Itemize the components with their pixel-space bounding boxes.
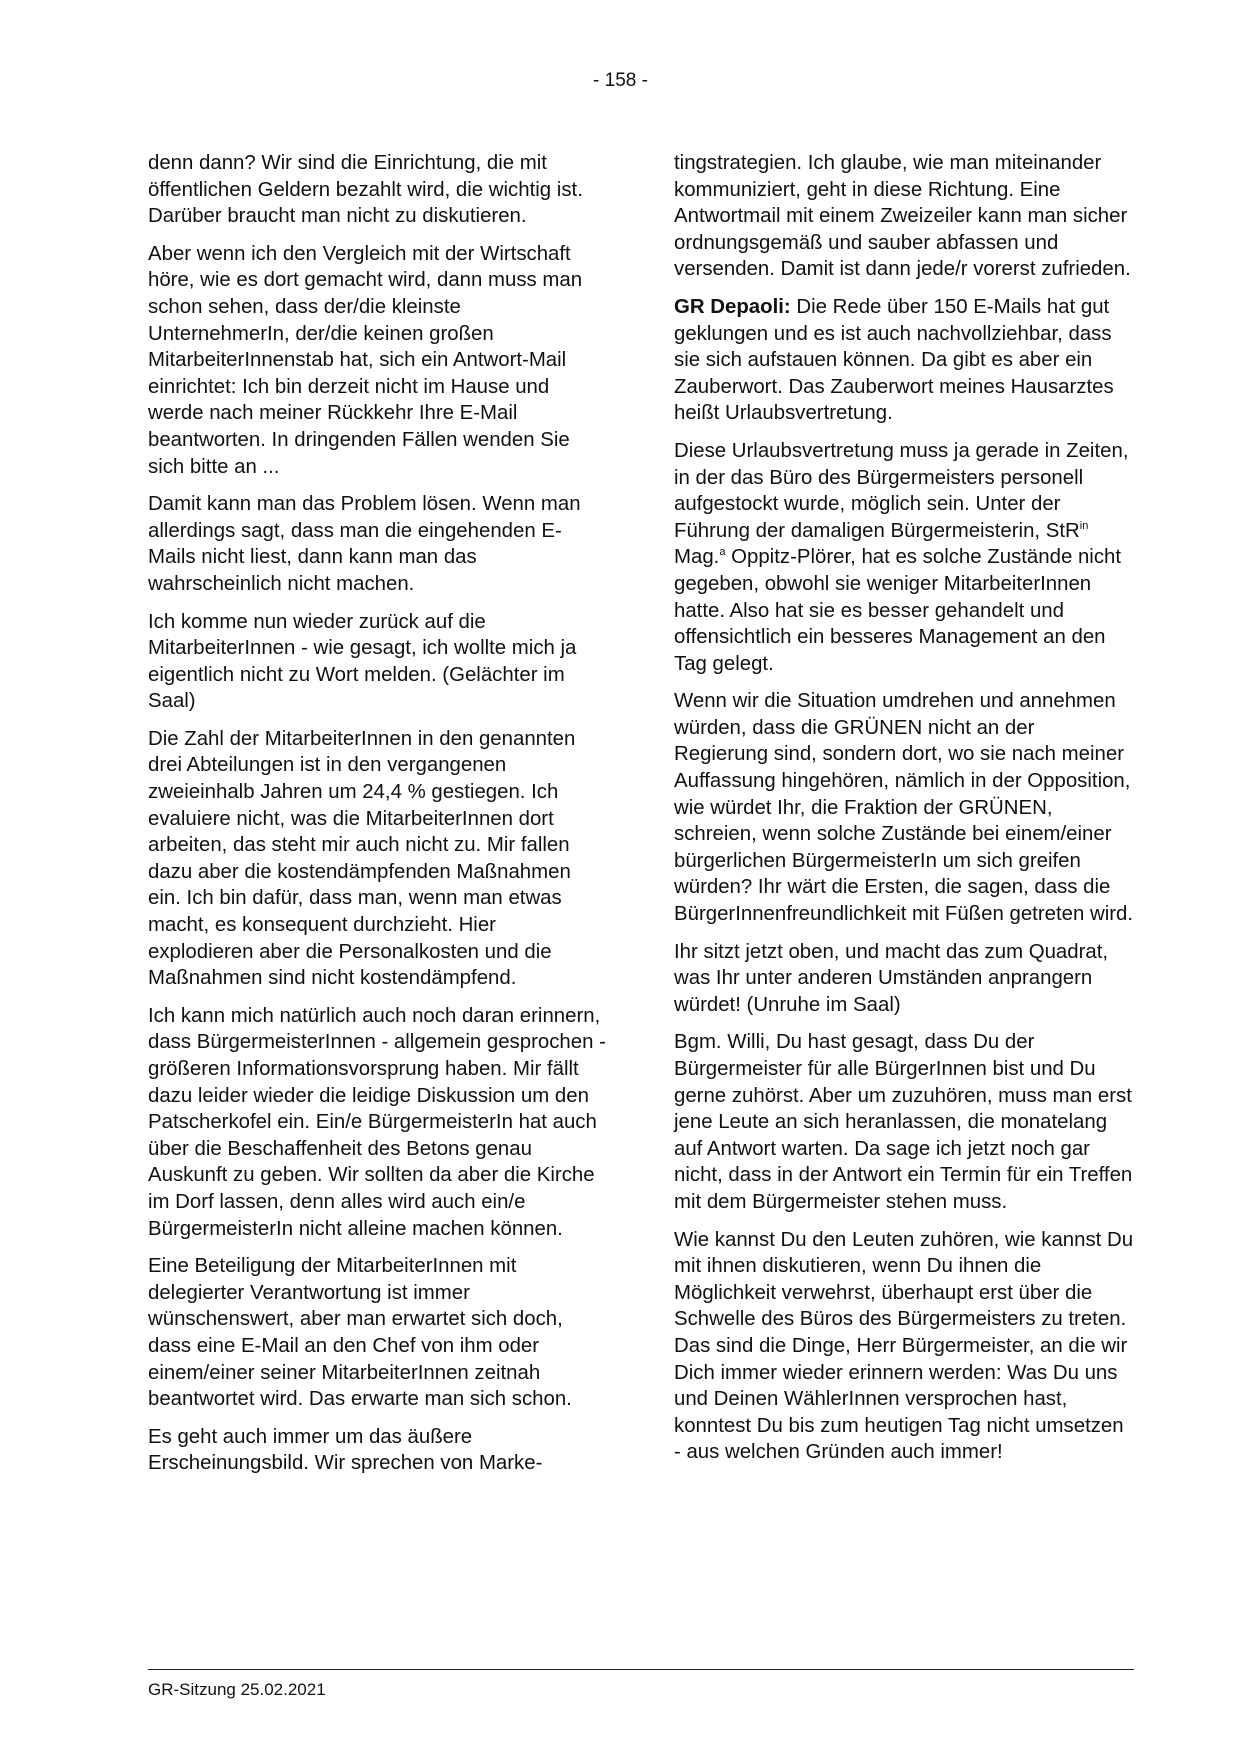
paragraph: Bgm. Willi, Du hast gesagt, dass Du der Bürgermeister für alle BürgerInnen bist und Du gerne zuhörst. Aber um zuzuhören, muss man erst jene Leute an sich heranlassen, die monatelang auf Antwort warten. Da sage ich jetzt noch gar nicht, dass in der Antwort ein Termin für ein Treffen mit dem Bürgermeister stehen muss. bbox=[674, 1031, 1133, 1213]
text-run: Mag. bbox=[674, 546, 720, 569]
paragraph: Die Zahl der MitarbeiterInnen in den genannten drei Abteilungen ist in den vergangenen zweieinhalb Jahren um 24,4 % gestiegen. Ich evaluiere nicht, was die MitarbeiterInnen dort arbeiten, das steht mir auch nicht zu. Mir fallen dazu aber die kostendämpfenden Maßnahmen ein. Ich bin dafür, dass man, wenn man etwas macht, es konsequent durchzieht. Hier explodieren aber die Personalkosten und die Maßnahmen sind nicht kostendämpfend. bbox=[148, 727, 576, 990]
text-run: Diese Urlaubsvertretung muss ja gerade in Zeiten, in der das Büro des Bürgermeisters personell aufgestockt wurde, möglich sein. Unter der Führung der damaligen Bürgermeisterin, StR bbox=[674, 439, 1129, 542]
text-run: Oppitz-Plörer, hat es solche Zustände nicht gegeben, obwohl sie weniger MitarbeiterInnen hatte. Also hat sie es besser gehandelt und offensichtlich ein besseres Management an den Tag gelegt. bbox=[674, 546, 1122, 675]
paragraph: denn dann? Wir sind die Einrichtung, die mit öffentlichen Geldern bezahlt wird, die wichtig ist. Darüber braucht man nicht zu diskutieren. bbox=[148, 152, 583, 228]
paragraph: Aber wenn ich den Vergleich mit der Wirtschaft höre, wie es dort gemacht wird, dann muss man schon sehen, dass der/die kleinste UnternehmerIn, der/die keinen großen MitarbeiterInnenstab hat, sich ein Antwort-Mail einrichtet: Ich bin derzeit nicht im Hause und werde nach meiner Rückkehr Ihre E-Mail beantworten. In dringenden Fällen wenden Sie sich bitte an ... bbox=[148, 242, 583, 478]
right-column bbox=[674, 150, 1134, 1477]
speaker-paragraph bbox=[674, 294, 1134, 427]
paragraph: Wenn wir die Situation umdrehen und annehmen würden, dass die GRÜNEN nicht an der Regierung sind, sondern dort, wo sie nach meiner Auffassung hingehören, nämlich in der Opposition, wie würdet Ihr, die Fraktion der GRÜNEN, schreien, wenn solche Zustände bei einem/einer bürgerlichen BürgermeisterIn um sich greifen würden? Ihr wärt die Ersten, die sagen, dass die BürgerInnenfreundlichkeit mit Füßen getreten wird. bbox=[674, 690, 1134, 926]
paragraph: Es geht auch immer um das äußere Erscheinungsbild. Wir sprechen von Marke- bbox=[148, 1425, 543, 1475]
paragraph: Damit kann man das Problem lösen. Wenn man allerdings sagt, dass man die eingehenden E-Mails nicht liest, dann kann man das wahrscheinlich nicht machen. bbox=[148, 493, 581, 595]
left-column bbox=[148, 150, 606, 1488]
superscript: in bbox=[1079, 519, 1089, 532]
superscript: a bbox=[719, 546, 726, 559]
paragraph: tingstrategien. Ich glaube, wie man miteinander kommuniziert, geht in diese Richtung. Eine Antwortmail mit einem Zweizeiler kann man sicher ordnungsgemäß und sauber abfassen und versenden. Damit ist dann jede/r vorerst zufrieden. bbox=[674, 152, 1131, 281]
footer-text: GR-Sitzung 25.02.2021 bbox=[148, 1680, 326, 1699]
paragraph: Ich kann mich natürlich auch noch daran erinnern, dass BürgermeisterInnen - allgemein gesprochen - größeren Informationsvorsprung haben. Mir fällt dazu leider wieder die leidige Diskussion um den Patscherkofel ein. Ein/e BürgermeisterIn hat auch über die Beschaffenheit des Betons genau Auskunft zu geben. Wir sollten da aber die Kirche im Dorf lassen, denn alles wird auch ein/e BürgermeisterIn nicht alleine machen können. bbox=[148, 1004, 606, 1240]
paragraph: Ich komme nun wieder zurück auf die MitarbeiterInnen - wie gesagt, ich wollte mich ja eigentlich nicht zu Wort melden. (Gelächter im Saal) bbox=[148, 610, 577, 713]
paragraph: Eine Beteiligung der MitarbeiterInnen mit delegierter Verantwortung ist immer wünschenswert, aber man erwartet sich doch, dass eine E-Mail an den Chef von ihm oder einem/einer seiner MitarbeiterInnen zeitnah beantwortet wird. Das erwarte man sich schon. bbox=[148, 1255, 572, 1411]
speaker-name: GR Depaoli: bbox=[674, 295, 791, 318]
speech-text: Die Rede über 150 E-Mails hat gut geklungen und es ist auch nachvollziehbar, dass sie sich aufstauen können. Da gibt es aber ein Zauberwort. Das Zauberwort meines Hausarztes heißt Urlaubsvertretung. bbox=[674, 295, 1114, 425]
footer-divider bbox=[148, 1669, 1134, 1670]
page-number: - 158 - bbox=[593, 70, 648, 91]
paragraph: Ihr sitzt jetzt oben, und macht das zum Quadrat, was Ihr unter anderen Umständen anprangern würdet! (Unruhe im Saal) bbox=[674, 940, 1109, 1016]
paragraph: Wie kannst Du den Leuten zuhören, wie kannst Du mit ihnen diskutieren, wenn Du ihnen die Möglichkeit verwehrst, überhaupt erst über die Schwelle des Büros des Bürgermeisters zu treten. Das sind die Dinge, Herr Bürgermeister, an die wir Dich immer wieder erinnern werden: Was Du uns und Deinen WählerInnen versprochen hast, konntest Du bis zum heutigen Tag nicht umsetzen - aus welchen Gründen auch immer! bbox=[674, 1228, 1134, 1464]
paragraph bbox=[674, 438, 1134, 677]
